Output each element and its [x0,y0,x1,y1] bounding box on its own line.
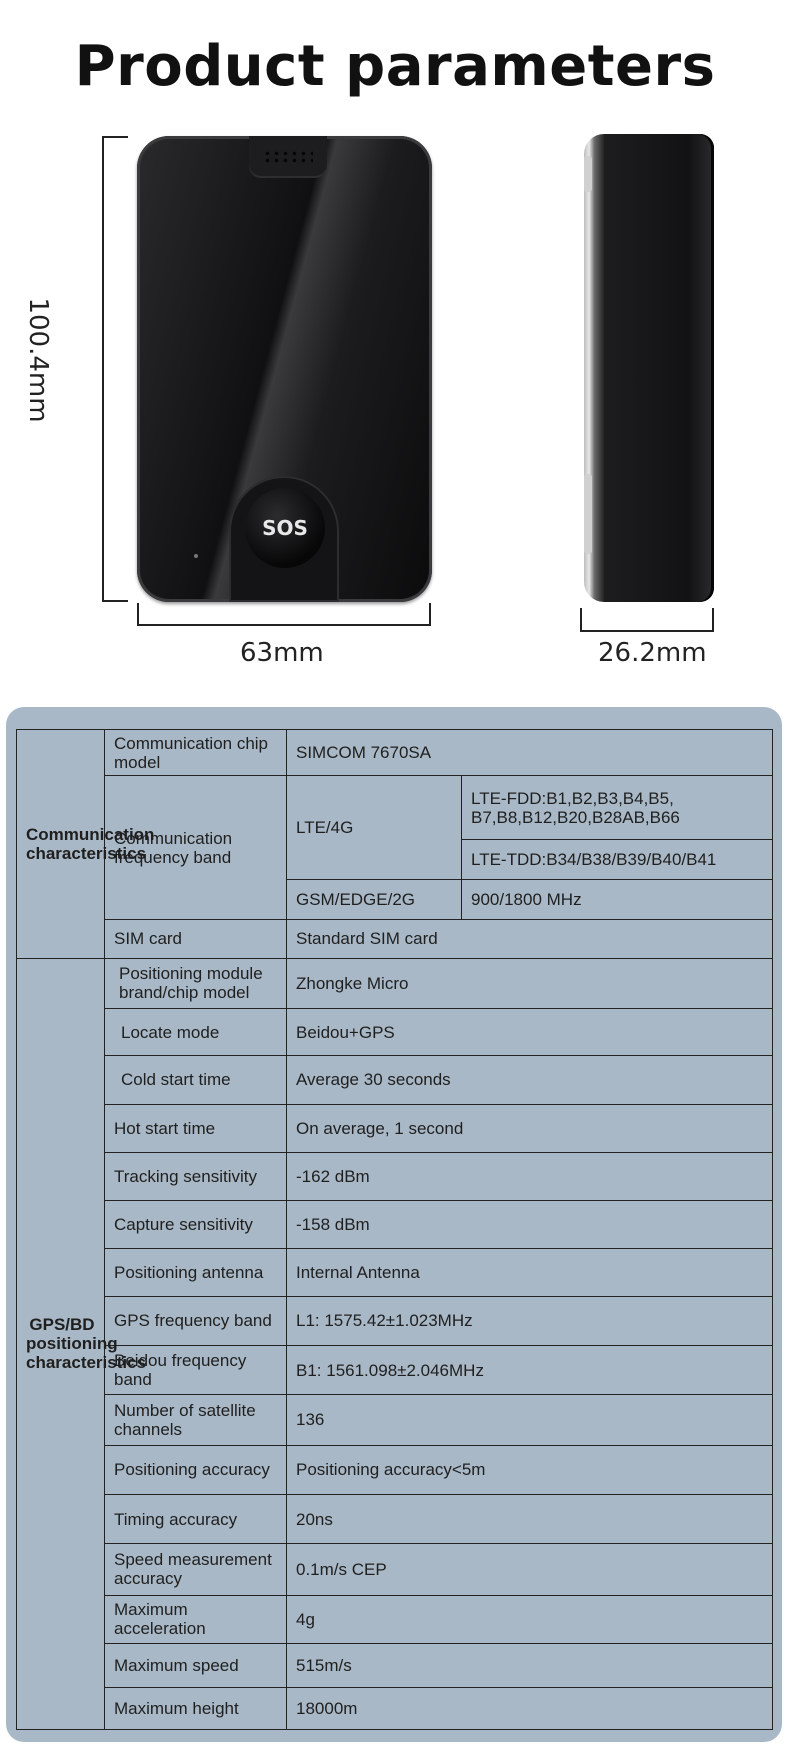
width-dimension-line [137,624,431,626]
spec-label: Timing accuracy [105,1494,287,1543]
table-row [17,776,773,840]
spec-label: Positioning module brand/chip model [105,958,287,1008]
table-row [17,1395,773,1445]
spec-label: Beidou frequency band [105,1345,287,1394]
spec-value: Standard SIM card [287,919,773,958]
width-dimension-label: 63mm [240,638,324,668]
spec-label: Maximum speed [105,1643,287,1687]
table-row [17,1249,773,1296]
spec-value: B1: 1561.098±2.046MHz [287,1345,773,1394]
height-dimension-line [102,136,104,602]
table-row [17,730,773,776]
depth-dimension-label: 26.2mm [598,638,707,668]
spec-label: Cold start time [105,1056,287,1104]
depth-dimension-tick-right [712,608,714,632]
height-dimension-tick-bottom [102,600,128,602]
spec-label: Capture sensitivity [105,1201,287,1249]
spec-value: SIMCOM 7670SA [287,730,773,776]
spec-value: LTE-FDD:B1,B2,B3,B4,B5, B7,B8,B12,B20,B28AB,B66 [462,776,773,840]
speaker-holes [263,150,313,164]
spec-label: Hot start time [105,1104,287,1152]
spec-value: 0.1m/s CEP [287,1544,773,1595]
spec-label: Locate mode [105,1009,287,1056]
spec-label: Maximum height [105,1687,287,1729]
device-side-view [584,134,714,602]
table-row [17,1296,773,1345]
spec-label: Communication chip model [105,730,287,776]
depth-dimension-line [580,630,714,632]
table-row [17,1152,773,1200]
spec-value: -162 dBm [287,1152,773,1200]
indicator-led [194,554,198,558]
spec-label: Communication frequency band [105,776,287,920]
spec-label: SIM card [105,919,287,958]
spec-value: 20ns [287,1494,773,1543]
table-row [17,1494,773,1543]
spec-sub-label: GSM/EDGE/2G [287,880,462,920]
device-front-view [137,136,432,602]
height-dimension-tick-top [102,136,128,138]
spec-value: -158 dBm [287,1201,773,1249]
page-title: Product parameters [74,34,716,99]
spec-value: 136 [287,1395,773,1445]
spec-value: 515m/s [287,1643,773,1687]
table-row [17,1595,773,1643]
spec-value: L1: 1575.42±1.023MHz [287,1296,773,1345]
spec-value: Beidou+GPS [287,1009,773,1056]
width-dimension-tick-right [429,603,431,626]
table-row [17,1687,773,1729]
spec-value: 18000m [287,1687,773,1729]
table-row [17,1104,773,1152]
table-row [17,958,773,1008]
table-row [17,1445,773,1494]
table-row [17,919,773,958]
table-row [17,1056,773,1104]
spec-label: Tracking sensitivity [105,1152,287,1200]
spec-table [16,729,773,1730]
category-gps: GPS/BD positioning characteristics [17,958,105,1729]
spec-sub-label: LTE/4G [287,776,462,880]
side-button-top [584,156,592,192]
table-row [17,1201,773,1249]
table-row [17,1009,773,1056]
table-row [17,1643,773,1687]
spec-value: Zhongke Micro [287,958,773,1008]
spec-value: Positioning accuracy<5m [287,1445,773,1494]
spec-label: Maximum acceleration [105,1595,287,1643]
spec-label: Speed measurement accuracy [105,1544,287,1595]
spec-value: LTE-TDD:B34/B38/B39/B40/B41 [462,840,773,880]
speaker-grille [249,136,327,178]
spec-label: Positioning accuracy [105,1445,287,1494]
spec-value: 900/1800 MHz [462,880,773,920]
width-dimension-tick-left [137,603,139,626]
spec-label: Number of satellite channels [105,1395,287,1445]
height-dimension-label: 100.4mm [23,297,53,423]
spec-value: On average, 1 second [287,1104,773,1152]
side-button-bottom [584,474,592,554]
spec-value: 4g [287,1595,773,1643]
table-row [17,1345,773,1394]
depth-dimension-tick-left [580,608,582,632]
sos-button: SOS [245,488,325,568]
spec-value: Internal Antenna [287,1249,773,1296]
spec-label: GPS frequency band [105,1296,287,1345]
category-communication: Communication characteristics [17,730,105,959]
spec-value: Average 30 seconds [287,1056,773,1104]
spec-label: Positioning antenna [105,1249,287,1296]
table-row [17,1544,773,1595]
